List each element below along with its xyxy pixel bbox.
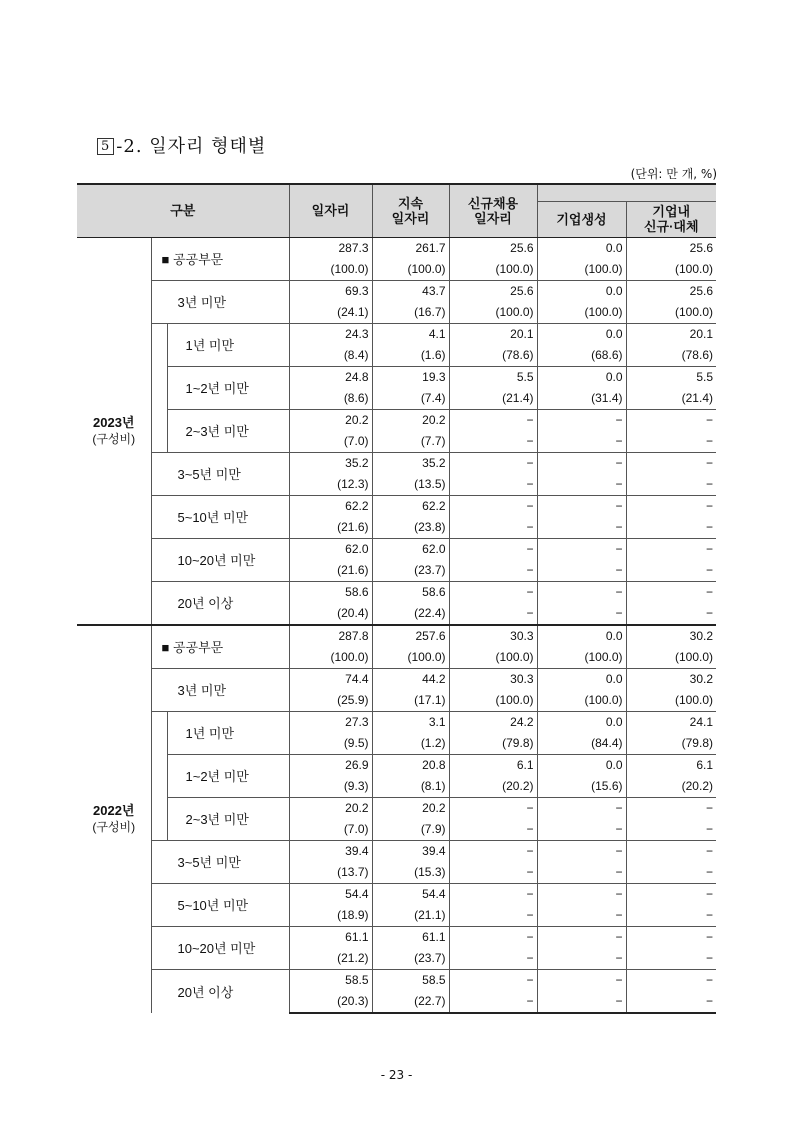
row-label: 2~3년 미만 bbox=[167, 409, 289, 452]
header-new-hire bbox=[449, 184, 537, 237]
pct-cell: − bbox=[626, 603, 716, 625]
value-cell: − bbox=[449, 538, 537, 560]
header-new-hire-line1: 신규채용 bbox=[467, 195, 519, 211]
pct-cell: − bbox=[449, 603, 537, 625]
value-cell: − bbox=[449, 452, 537, 474]
table-row bbox=[77, 711, 716, 733]
value-cell: 0.0 bbox=[537, 366, 626, 388]
row-label: 20년 이상 bbox=[151, 969, 289, 1013]
header-jobs: 일자리 bbox=[289, 184, 372, 237]
value-cell: 58.6 bbox=[372, 581, 449, 603]
pct-cell: (20.3) bbox=[289, 991, 372, 1013]
value-cell: 30.2 bbox=[626, 668, 716, 690]
value-cell: 43.7 bbox=[372, 280, 449, 302]
value-cell: 6.1 bbox=[626, 754, 716, 776]
section-title bbox=[97, 132, 266, 158]
value-cell: 58.5 bbox=[289, 969, 372, 991]
section-title-text: -2. 일자리 형태별 bbox=[116, 136, 267, 157]
pct-cell: (20.4) bbox=[289, 603, 372, 625]
value-cell: − bbox=[626, 495, 716, 517]
value-cell: 35.2 bbox=[372, 452, 449, 474]
header-continuing-line1: 지속 bbox=[397, 195, 424, 211]
pct-cell: (22.7) bbox=[372, 991, 449, 1013]
pct-cell: − bbox=[537, 948, 626, 970]
pct-cell: (21.4) bbox=[626, 388, 716, 410]
value-cell: 287.8 bbox=[289, 625, 372, 647]
pct-cell: (24.1) bbox=[289, 302, 372, 324]
value-cell: 39.4 bbox=[289, 840, 372, 862]
pct-cell: (100.0) bbox=[626, 302, 716, 324]
value-cell: 20.8 bbox=[372, 754, 449, 776]
year-sub-label: (구성비) bbox=[92, 820, 136, 834]
pct-cell: (100.0) bbox=[537, 259, 626, 281]
value-cell: 69.3 bbox=[289, 280, 372, 302]
header-internal bbox=[626, 201, 716, 237]
pct-cell: − bbox=[449, 905, 537, 927]
pct-cell: − bbox=[537, 905, 626, 927]
value-cell: − bbox=[449, 926, 537, 948]
value-cell: − bbox=[449, 797, 537, 819]
header-gubun: 구분 bbox=[77, 184, 289, 237]
pct-cell: (1.2) bbox=[372, 733, 449, 755]
header-continuing bbox=[372, 184, 449, 237]
pct-cell: − bbox=[449, 431, 537, 453]
row-label: 5~10년 미만 bbox=[151, 495, 289, 538]
pct-cell: (79.8) bbox=[626, 733, 716, 755]
header-birth: 기업생성 bbox=[537, 201, 626, 237]
row-label: 3~5년 미만 bbox=[151, 452, 289, 495]
value-cell: − bbox=[449, 495, 537, 517]
pct-cell: − bbox=[626, 862, 716, 884]
pct-cell: − bbox=[626, 905, 716, 927]
section-number-box: 5 bbox=[97, 138, 114, 155]
pct-cell: (100.0) bbox=[372, 647, 449, 669]
pct-cell: (21.6) bbox=[289, 517, 372, 539]
value-cell: 54.4 bbox=[372, 883, 449, 905]
row-label: 1년 미만 bbox=[167, 711, 289, 754]
value-cell: 20.2 bbox=[289, 409, 372, 431]
row-label: 3년 미만 bbox=[151, 668, 289, 711]
value-cell: 20.2 bbox=[372, 409, 449, 431]
pct-cell: − bbox=[537, 603, 626, 625]
table-row bbox=[77, 840, 716, 862]
value-cell: 0.0 bbox=[537, 668, 626, 690]
value-cell: 20.2 bbox=[372, 797, 449, 819]
pct-cell: (100.0) bbox=[626, 647, 716, 669]
value-cell: 24.3 bbox=[289, 323, 372, 345]
pct-cell: − bbox=[626, 948, 716, 970]
row-label: 3년 미만 bbox=[151, 280, 289, 323]
value-cell: − bbox=[449, 840, 537, 862]
year-sub-label: (구성비) bbox=[92, 431, 136, 446]
value-cell: 20.2 bbox=[289, 797, 372, 819]
pct-cell: (31.4) bbox=[537, 388, 626, 410]
table-row bbox=[77, 969, 716, 991]
pct-cell: (100.0) bbox=[372, 259, 449, 281]
pct-cell: (7.7) bbox=[372, 431, 449, 453]
pct-cell: (7.0) bbox=[289, 819, 372, 841]
table-row bbox=[77, 452, 716, 474]
pct-cell: (100.0) bbox=[449, 690, 537, 712]
pct-cell: (8.6) bbox=[289, 388, 372, 410]
row-label: 20년 이상 bbox=[151, 581, 289, 625]
value-cell: 58.5 bbox=[372, 969, 449, 991]
pct-cell: (12.3) bbox=[289, 474, 372, 496]
pct-cell: (1.6) bbox=[372, 345, 449, 367]
row-label: 1~2년 미만 bbox=[167, 366, 289, 409]
value-cell: − bbox=[449, 969, 537, 991]
pct-cell: (100.0) bbox=[626, 259, 716, 281]
row-label: ■ 공공부문 bbox=[151, 625, 289, 669]
row-label: 1년 미만 bbox=[167, 323, 289, 366]
header-new-hire-line2: 일자리 bbox=[474, 210, 512, 226]
row-label: 2~3년 미만 bbox=[167, 797, 289, 840]
value-cell: − bbox=[626, 538, 716, 560]
value-cell: − bbox=[537, 969, 626, 991]
value-cell: − bbox=[626, 969, 716, 991]
pct-cell: − bbox=[449, 948, 537, 970]
value-cell: 44.2 bbox=[372, 668, 449, 690]
pct-cell: − bbox=[449, 862, 537, 884]
pct-cell: (100.0) bbox=[449, 302, 537, 324]
value-cell: 25.6 bbox=[626, 280, 716, 302]
table-row bbox=[77, 668, 716, 690]
value-cell: 62.2 bbox=[372, 495, 449, 517]
table-row bbox=[77, 538, 716, 560]
pct-cell: (100.0) bbox=[289, 259, 372, 281]
value-cell: − bbox=[537, 797, 626, 819]
pct-cell: (13.5) bbox=[372, 474, 449, 496]
pct-cell: (79.8) bbox=[449, 733, 537, 755]
pct-cell: − bbox=[537, 819, 626, 841]
pct-cell: − bbox=[449, 991, 537, 1013]
pct-cell: (23.8) bbox=[372, 517, 449, 539]
pct-cell: (25.9) bbox=[289, 690, 372, 712]
value-cell: 58.6 bbox=[289, 581, 372, 603]
value-cell: 5.5 bbox=[449, 366, 537, 388]
header-internal-line2: 신규·대체 bbox=[643, 219, 699, 234]
value-cell: 25.6 bbox=[626, 237, 716, 259]
pct-cell: − bbox=[626, 560, 716, 582]
table-row bbox=[77, 237, 716, 259]
unit-label: (단위: 만 개, %) bbox=[630, 167, 717, 181]
pct-cell: (84.4) bbox=[537, 733, 626, 755]
pct-cell: − bbox=[449, 517, 537, 539]
value-cell: 61.1 bbox=[372, 926, 449, 948]
table-row bbox=[77, 625, 716, 647]
pct-cell: (15.3) bbox=[372, 862, 449, 884]
value-cell: 24.1 bbox=[626, 711, 716, 733]
value-cell: 20.1 bbox=[449, 323, 537, 345]
pct-cell: (21.2) bbox=[289, 948, 372, 970]
pct-cell: − bbox=[537, 517, 626, 539]
indent-spacer bbox=[151, 366, 167, 409]
pct-cell: − bbox=[626, 517, 716, 539]
pct-cell: (17.1) bbox=[372, 690, 449, 712]
table-row bbox=[77, 926, 716, 948]
indent-spacer bbox=[151, 754, 167, 797]
value-cell: − bbox=[626, 581, 716, 603]
pct-cell: (21.6) bbox=[289, 560, 372, 582]
value-cell: 0.0 bbox=[537, 625, 626, 647]
value-cell: 0.0 bbox=[537, 280, 626, 302]
pct-cell: (7.9) bbox=[372, 819, 449, 841]
pct-cell: (68.6) bbox=[537, 345, 626, 367]
value-cell: 25.6 bbox=[449, 280, 537, 302]
pct-cell: − bbox=[537, 431, 626, 453]
value-cell: − bbox=[537, 538, 626, 560]
value-cell: 61.1 bbox=[289, 926, 372, 948]
value-cell: − bbox=[537, 840, 626, 862]
value-cell: 3.1 bbox=[372, 711, 449, 733]
value-cell: 0.0 bbox=[537, 711, 626, 733]
value-cell: − bbox=[626, 883, 716, 905]
value-cell: 6.1 bbox=[449, 754, 537, 776]
pct-cell: (20.2) bbox=[449, 776, 537, 798]
value-cell: − bbox=[626, 452, 716, 474]
pct-cell: (100.0) bbox=[537, 647, 626, 669]
table-row bbox=[77, 280, 716, 302]
pct-cell: − bbox=[626, 431, 716, 453]
row-label: 5~10년 미만 bbox=[151, 883, 289, 926]
pct-cell: (100.0) bbox=[449, 259, 537, 281]
pct-cell: (21.4) bbox=[449, 388, 537, 410]
value-cell: − bbox=[537, 581, 626, 603]
value-cell: 30.3 bbox=[449, 668, 537, 690]
table-row bbox=[77, 409, 716, 431]
value-cell: 20.1 bbox=[626, 323, 716, 345]
row-label: 3~5년 미만 bbox=[151, 840, 289, 883]
pct-cell: − bbox=[626, 991, 716, 1013]
pct-cell: (7.4) bbox=[372, 388, 449, 410]
pct-cell: − bbox=[626, 819, 716, 841]
value-cell: − bbox=[449, 581, 537, 603]
value-cell: 62.0 bbox=[289, 538, 372, 560]
table-row bbox=[77, 754, 716, 776]
row-label: 10~20년 미만 bbox=[151, 926, 289, 969]
indent-spacer bbox=[151, 797, 167, 840]
pct-cell: − bbox=[449, 819, 537, 841]
pct-cell: (15.6) bbox=[537, 776, 626, 798]
pct-cell: (21.1) bbox=[372, 905, 449, 927]
indent-spacer bbox=[151, 323, 167, 366]
table-row bbox=[77, 581, 716, 603]
year-label: 2023년 bbox=[93, 414, 135, 430]
pct-cell: (78.6) bbox=[449, 345, 537, 367]
header-birth-group bbox=[537, 184, 716, 201]
value-cell: 30.3 bbox=[449, 625, 537, 647]
value-cell: 54.4 bbox=[289, 883, 372, 905]
value-cell: 261.7 bbox=[372, 237, 449, 259]
table-row bbox=[77, 495, 716, 517]
table-row bbox=[77, 323, 716, 345]
value-cell: 5.5 bbox=[626, 366, 716, 388]
pct-cell: (22.4) bbox=[372, 603, 449, 625]
value-cell: − bbox=[537, 883, 626, 905]
pct-cell: (9.3) bbox=[289, 776, 372, 798]
value-cell: 4.1 bbox=[372, 323, 449, 345]
pct-cell: (20.2) bbox=[626, 776, 716, 798]
pct-cell: − bbox=[537, 991, 626, 1013]
pct-cell: (23.7) bbox=[372, 948, 449, 970]
value-cell: − bbox=[626, 840, 716, 862]
pct-cell: (100.0) bbox=[449, 647, 537, 669]
year-label: 2022년 bbox=[93, 803, 135, 818]
value-cell: − bbox=[537, 409, 626, 431]
table-row bbox=[77, 797, 716, 819]
year-cell bbox=[77, 625, 151, 1013]
pct-cell: − bbox=[537, 474, 626, 496]
jobs-table bbox=[77, 183, 716, 1014]
value-cell: − bbox=[626, 926, 716, 948]
indent-spacer bbox=[151, 409, 167, 452]
table-body bbox=[77, 237, 716, 1013]
row-label: 1~2년 미만 bbox=[167, 754, 289, 797]
pct-cell: − bbox=[537, 862, 626, 884]
value-cell: 62.2 bbox=[289, 495, 372, 517]
value-cell: 74.4 bbox=[289, 668, 372, 690]
pct-cell: (9.5) bbox=[289, 733, 372, 755]
pct-cell: (16.7) bbox=[372, 302, 449, 324]
table-row bbox=[77, 883, 716, 905]
value-cell: 0.0 bbox=[537, 237, 626, 259]
header-continuing-line2: 일자리 bbox=[391, 210, 430, 226]
indent-spacer bbox=[151, 711, 167, 754]
value-cell: − bbox=[537, 495, 626, 517]
value-cell: 24.2 bbox=[449, 711, 537, 733]
value-cell: 35.2 bbox=[289, 452, 372, 474]
pct-cell: − bbox=[449, 474, 537, 496]
value-cell: − bbox=[626, 409, 716, 431]
value-cell: 39.4 bbox=[372, 840, 449, 862]
value-cell: 62.0 bbox=[372, 538, 449, 560]
value-cell: 0.0 bbox=[537, 754, 626, 776]
pct-cell: (7.0) bbox=[289, 431, 372, 453]
value-cell: 26.9 bbox=[289, 754, 372, 776]
value-cell: − bbox=[537, 452, 626, 474]
pct-cell: − bbox=[626, 474, 716, 496]
page-number: - 23 - bbox=[380, 1068, 413, 1082]
row-label: ■ 공공부문 bbox=[161, 252, 224, 267]
row-label: 10~20년 미만 bbox=[151, 538, 289, 581]
value-cell: − bbox=[537, 926, 626, 948]
pct-cell: (100.0) bbox=[626, 690, 716, 712]
value-cell: 25.6 bbox=[449, 237, 537, 259]
pct-cell: (8.4) bbox=[289, 345, 372, 367]
pct-cell: (18.9) bbox=[289, 905, 372, 927]
pct-cell: (8.1) bbox=[372, 776, 449, 798]
pct-cell: (100.0) bbox=[537, 302, 626, 324]
value-cell: − bbox=[449, 409, 537, 431]
pct-cell: (100.0) bbox=[289, 647, 372, 669]
value-cell: 27.3 bbox=[289, 711, 372, 733]
pct-cell: − bbox=[537, 560, 626, 582]
table-row bbox=[77, 366, 716, 388]
value-cell: 19.3 bbox=[372, 366, 449, 388]
pct-cell: − bbox=[449, 560, 537, 582]
pct-cell: (78.6) bbox=[626, 345, 716, 367]
pct-cell: (23.7) bbox=[372, 560, 449, 582]
pct-cell: (100.0) bbox=[537, 690, 626, 712]
value-cell: 0.0 bbox=[537, 323, 626, 345]
value-cell: 257.6 bbox=[372, 625, 449, 647]
pct-cell: (13.7) bbox=[289, 862, 372, 884]
value-cell: − bbox=[449, 883, 537, 905]
year-cell bbox=[77, 237, 151, 625]
value-cell: − bbox=[626, 797, 716, 819]
value-cell: 30.2 bbox=[626, 625, 716, 647]
header-internal-line1: 기업내 bbox=[652, 204, 691, 219]
value-cell: 287.3 bbox=[289, 237, 372, 259]
value-cell: 24.8 bbox=[289, 366, 372, 388]
